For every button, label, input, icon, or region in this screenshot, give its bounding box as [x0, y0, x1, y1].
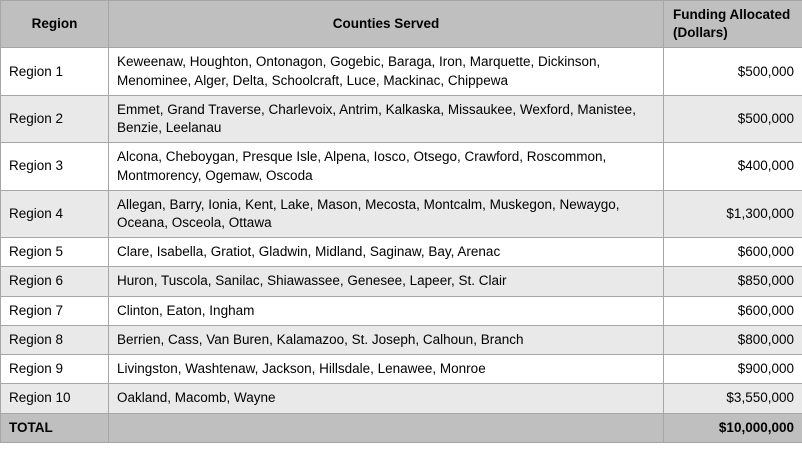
- table-row: [1, 384, 802, 413]
- table-row: [1, 143, 802, 190]
- cell-region: Region 1: [1, 48, 109, 95]
- column-header-funding: Funding Allocated (Dollars): [664, 1, 802, 48]
- cell-funding: $400,000: [664, 143, 802, 190]
- cell-region: Region 5: [1, 238, 109, 267]
- cell-funding: $3,550,000: [664, 384, 802, 413]
- table-row: [1, 296, 802, 325]
- column-header-region: Region: [1, 1, 109, 48]
- table-row: [1, 267, 802, 296]
- cell-funding: $600,000: [664, 238, 802, 267]
- cell-funding: $500,000: [664, 48, 802, 95]
- total-row: [1, 413, 802, 442]
- table-body: [1, 48, 802, 413]
- cell-region: Region 4: [1, 190, 109, 237]
- cell-counties: Berrien, Cass, Van Buren, Kalamazoo, St. Joseph, Calhoun, Branch: [109, 325, 664, 354]
- table-header: [1, 1, 802, 48]
- cell-counties: Livingston, Washtenaw, Jackson, Hillsdale, Lenawee, Monroe: [109, 355, 664, 384]
- table-row: [1, 355, 802, 384]
- cell-counties: Emmet, Grand Traverse, Charlevoix, Antrim, Kalkaska, Missaukee, Wexford, Manistee, Benzie, Leelanau: [109, 95, 664, 142]
- cell-funding: $600,000: [664, 296, 802, 325]
- table-row: [1, 190, 802, 237]
- table-footer: [1, 413, 802, 442]
- cell-region: Region 7: [1, 296, 109, 325]
- column-header-counties: Counties Served: [109, 1, 664, 48]
- cell-funding: $900,000: [664, 355, 802, 384]
- cell-funding: $800,000: [664, 325, 802, 354]
- table-row: [1, 95, 802, 142]
- cell-counties: Clare, Isabella, Gratiot, Gladwin, Midland, Saginaw, Bay, Arenac: [109, 238, 664, 267]
- cell-funding: $500,000: [664, 95, 802, 142]
- cell-region: Region 8: [1, 325, 109, 354]
- total-spacer: [109, 413, 664, 442]
- cell-region: Region 3: [1, 143, 109, 190]
- cell-region: Region 10: [1, 384, 109, 413]
- table-row: [1, 48, 802, 95]
- cell-region: Region 6: [1, 267, 109, 296]
- cell-funding: $850,000: [664, 267, 802, 296]
- cell-counties: Clinton, Eaton, Ingham: [109, 296, 664, 325]
- cell-counties: Huron, Tuscola, Sanilac, Shiawassee, Genesee, Lapeer, St. Clair: [109, 267, 664, 296]
- cell-region: Region 2: [1, 95, 109, 142]
- cell-counties: Oakland, Macomb, Wayne: [109, 384, 664, 413]
- table-header-row: [1, 1, 802, 48]
- cell-counties: Alcona, Cheboygan, Presque Isle, Alpena, Iosco, Otsego, Crawford, Roscommon, Montmorency, Ogemaw, Oscoda: [109, 143, 664, 190]
- cell-region: Region 9: [1, 355, 109, 384]
- total-label: TOTAL: [1, 413, 109, 442]
- table-row: [1, 238, 802, 267]
- total-amount: $10,000,000: [664, 413, 802, 442]
- table-row: [1, 325, 802, 354]
- cell-counties: Allegan, Barry, Ionia, Kent, Lake, Mason, Mecosta, Montcalm, Muskegon, Newaygo, Oceana, Osceola, Ottawa: [109, 190, 664, 237]
- cell-funding: $1,300,000: [664, 190, 802, 237]
- cell-counties: Keweenaw, Houghton, Ontonagon, Gogebic, Baraga, Iron, Marquette, Dickinson, Menominee, Alger, Delta, Schoolcraft, Luce, Mackinac, Chippewa: [109, 48, 664, 95]
